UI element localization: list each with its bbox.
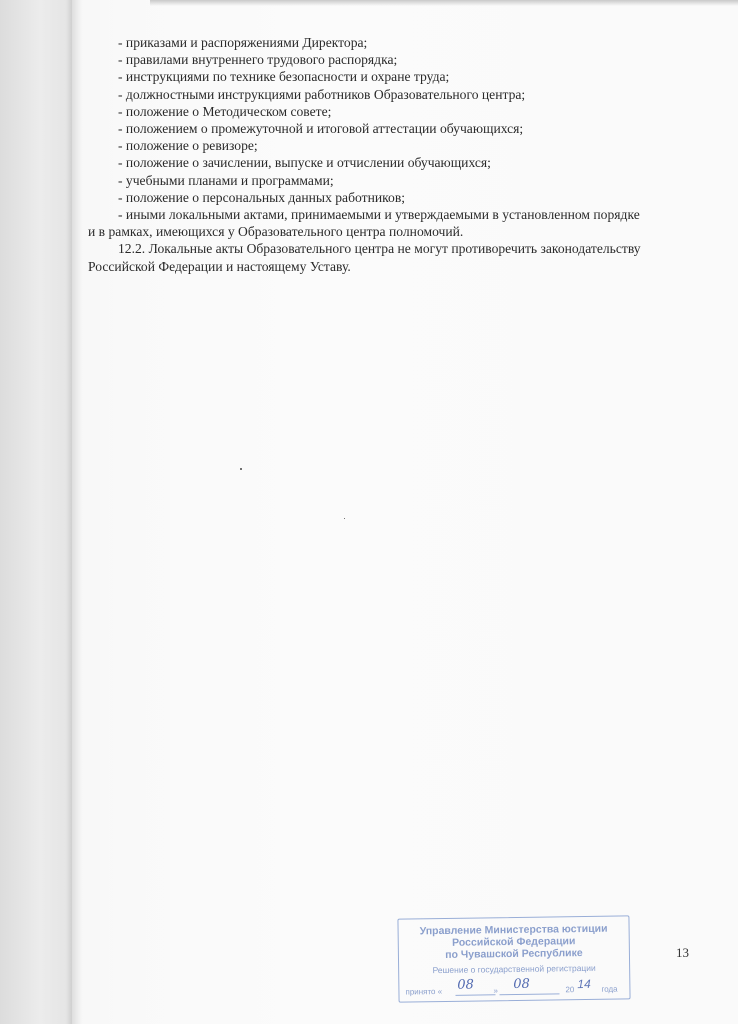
- page-number: 13: [676, 945, 689, 960]
- binding-shadow: [72, 0, 82, 1024]
- paragraph-12-2-line-1: 12.2. Локальные акты Образовательного центра не могут противоречить законодательству: [118, 241, 641, 257]
- scan-speck: [240, 468, 242, 470]
- scan-speck: [344, 518, 345, 519]
- list-item: - правилами внутреннего трудового распорядка;: [118, 52, 398, 68]
- previous-page-edge: [0, 0, 72, 1024]
- stamp-year-prefix: 20: [565, 985, 575, 995]
- list-item: - приказами и распоряжениями Директора;: [118, 35, 368, 50]
- stamp-line-decision: Решение о государственной регистрации: [432, 962, 596, 976]
- list-item: - иными локальными актами, принимаемыми и утверждаемыми в установленном порядке: [118, 207, 640, 223]
- list-item-continuation: и в рамках, имеющихся у Образовательного центра полномочий.: [88, 224, 464, 240]
- stamp-date-quote-close: »: [493, 986, 498, 996]
- page-top-edge: [150, 0, 738, 6]
- list-item: - положением о промежуточной и итоговой аттестации обучающихся;: [118, 121, 524, 137]
- stamp-month-handwritten: 08: [513, 976, 531, 993]
- list-item: - положение о Методическом совете;: [118, 103, 332, 119]
- stamp-date-line: [405, 977, 623, 996]
- registration-stamp: [397, 915, 630, 1002]
- stamp-date-suffix: года: [601, 984, 618, 994]
- document-body: [88, 34, 688, 275]
- paragraph-12-2-line-2: Российской Федерации и настоящему Уставу.: [88, 258, 351, 274]
- stamp-line-ministry: Управление Министерства юстиции: [419, 922, 608, 938]
- list-item: - положение о персональных данных работников;: [118, 189, 406, 205]
- stamp-line-federation: Российской Федерации: [452, 935, 576, 949]
- stamp-line-republic: по Чувашской Республике: [445, 947, 583, 961]
- stamp-date-prefix: принято «: [405, 987, 443, 997]
- list-item: - положение о зачислении, выпуске и отчислении обучающихся;: [118, 155, 491, 171]
- list-item: - положение о ревизоре;: [118, 138, 258, 154]
- list-item: - инструкциями по технике безопасности и охране труда;: [118, 69, 450, 85]
- list-item: - должностными инструкциями работников Образовательного центра;: [118, 86, 526, 102]
- list-item: - учебными планами и программами;: [118, 172, 334, 188]
- stamp-day-handwritten: 08: [457, 977, 475, 993]
- stamp-year-handwritten: 14: [577, 976, 591, 992]
